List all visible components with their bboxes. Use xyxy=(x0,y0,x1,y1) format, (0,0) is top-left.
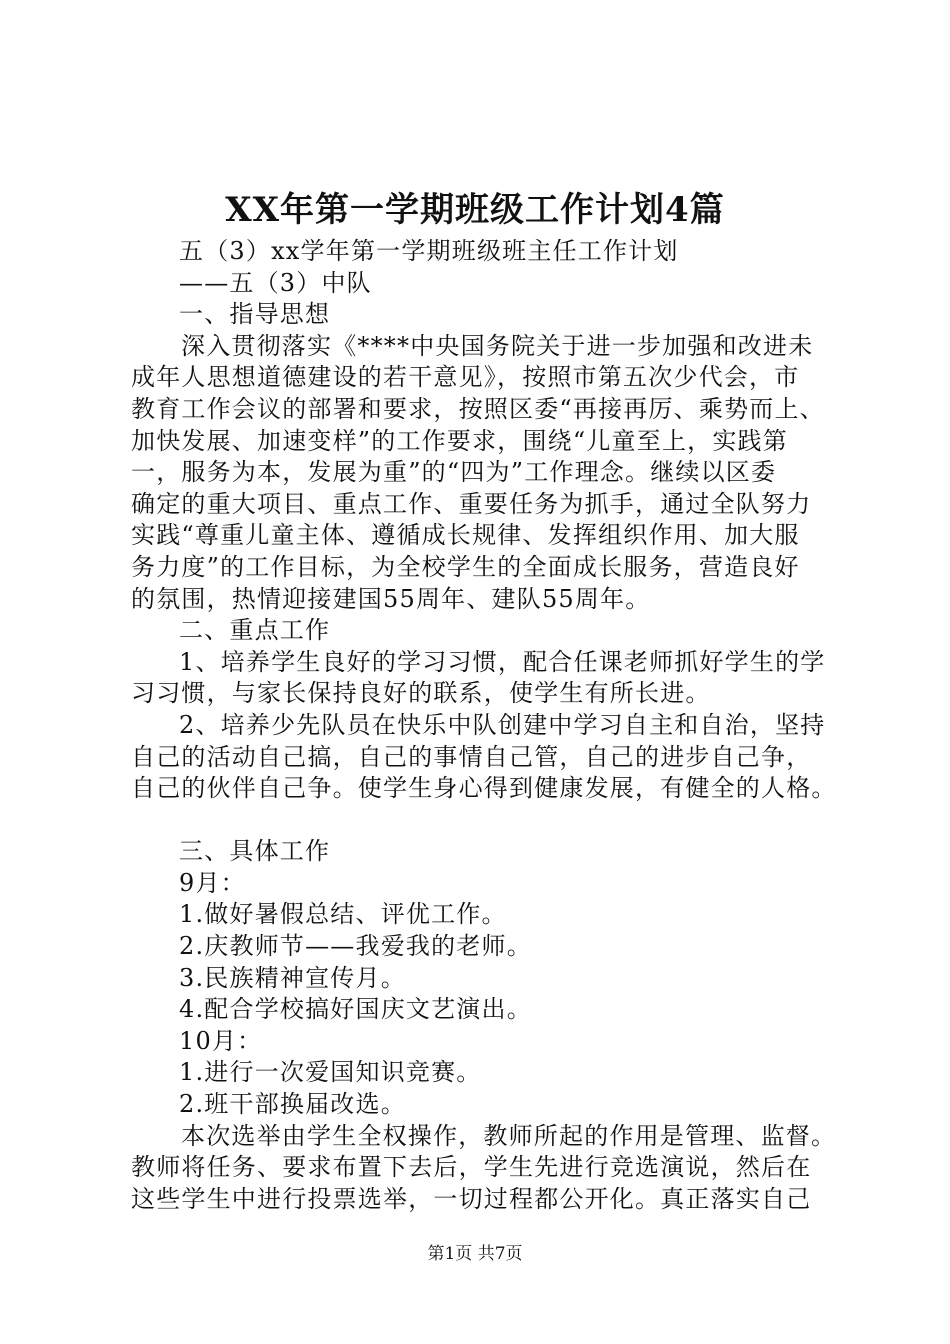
document-title: XX年第一学期班级工作计划4篇 xyxy=(225,190,725,230)
section-heading-guiding-thought: 一、指导思想 xyxy=(179,300,331,329)
list-item: 2.庆教师节——我爱我的老师。 xyxy=(179,932,532,961)
paragraph-line: 加快发展、加速变样”的工作要求，围绕“儿童至上，实践第 xyxy=(131,426,788,455)
paragraph-line: 自己的活动自己搞，自己的事情自己管，自己的进步自己争， xyxy=(131,742,812,771)
paragraph-line: 习习惯，与家长保持良好的联系，使学生有所长进。 xyxy=(131,679,711,708)
paragraph-line: 1、培养学生良好的学习习惯，配合任课老师抓好学生的学 xyxy=(179,647,826,676)
list-item: 2.班干部换届改选。 xyxy=(179,1090,406,1119)
paragraph-line: 的氛围，热情迎接建国55周年、建队55周年。 xyxy=(131,584,651,613)
blank-line xyxy=(131,805,853,837)
paragraph-line: 教师将任务、要求布置下去后，学生先进行竞选演说，然后在 xyxy=(131,1153,812,1182)
paragraph-line: 自己的伙伴自己争。使学生身心得到健康发展，有健全的人格。 xyxy=(131,774,837,803)
list-item: 3.民族精神宣传月。 xyxy=(179,963,406,992)
section-heading-specific-work: 三、具体工作 xyxy=(179,837,331,866)
paragraph-line: 务力度”的工作目标，为全校学生的全面成长服务，营造良好 xyxy=(131,552,800,581)
squadron-line: ——五（3）中队 xyxy=(179,268,372,297)
section-heading-key-work: 二、重点工作 xyxy=(179,616,331,645)
paragraph-line: 这些学生中进行投票选举，一切过程都公开化。真正落实自己 xyxy=(131,1184,812,1213)
paragraph-line: 教育工作会议的部署和要求，按照区委“再接再厉、乘势而上、 xyxy=(131,394,825,423)
list-item: 1.进行一次爱国知识竞赛。 xyxy=(179,1058,482,1087)
list-item: 4.配合学校搞好国庆文艺演出。 xyxy=(179,995,532,1024)
paragraph-line: 成年人思想道德建设的若干意见》，按照市第五次少代会，市 xyxy=(131,363,800,392)
paragraph-line: 实践“尊重儿童主体、遵循成长规律、发挥组织作用、加大服 xyxy=(131,521,800,550)
paragraph-line: 一，服务为本，发展为重”的“四为”工作理念。继续以区委 xyxy=(131,458,777,487)
paragraph-line: 确定的重大项目、重点工作、重要任务为抓手，通过全队努力 xyxy=(131,489,812,518)
document-body xyxy=(131,236,853,1215)
page-number-footer: 第1页 共7页 xyxy=(427,1244,523,1264)
month-heading: 10月： xyxy=(179,1026,263,1055)
paragraph-line: 本次选举由学生全权操作，教师所起的作用是管理、监督。 xyxy=(181,1121,837,1150)
subtitle-line: 五（3）xx学年第一学期班级班主任工作计划 xyxy=(179,237,679,265)
month-heading: 9月： xyxy=(179,868,246,897)
paragraph-line: 深入贯彻落实《****中央国务院关于进一步加强和改进未 xyxy=(181,331,814,360)
list-item: 1.做好暑假总结、评优工作。 xyxy=(179,900,507,929)
paragraph-line: 2、培养少先队员在快乐中队创建中学习自主和自治，坚持 xyxy=(179,710,826,739)
